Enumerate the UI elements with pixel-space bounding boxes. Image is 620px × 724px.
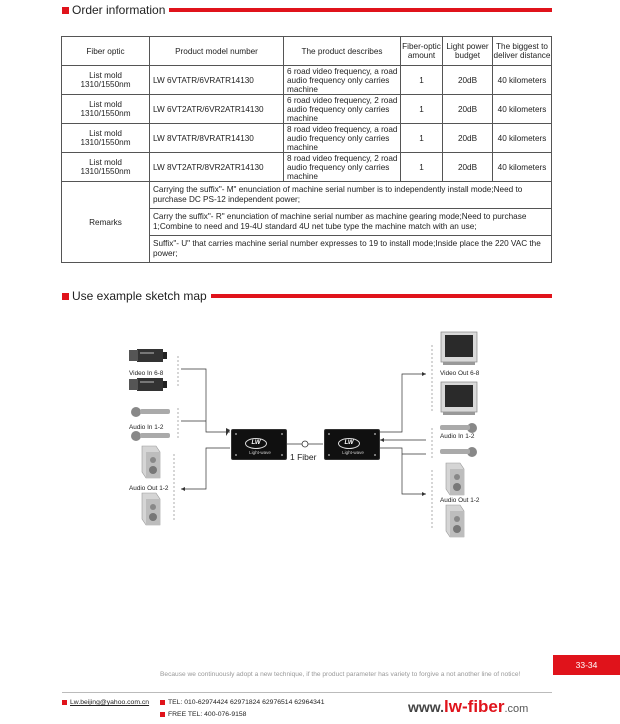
- speaker-icon: [142, 493, 160, 525]
- fiber-link: [287, 441, 323, 447]
- cell-budget: 20dB: [443, 124, 493, 153]
- audio-out-left-label: Audio Out 1-2: [129, 485, 169, 492]
- cell-fiber-2: 1310/1550nm: [80, 80, 131, 89]
- audio-out-right-label: Audio Out 1-2: [440, 497, 480, 504]
- cell-fiber-1: List mold: [89, 71, 122, 80]
- order-info-title: Order information: [72, 3, 166, 17]
- header-fiber-amount: [401, 37, 443, 66]
- cell-fiber: [62, 153, 150, 182]
- header-power-budget-1: Light power: [446, 42, 489, 51]
- camera-icon: [129, 378, 167, 391]
- brand-prefix: www.: [408, 699, 445, 715]
- audio-in-label: Audio In 1-2: [129, 424, 164, 431]
- heading-square-icon: [62, 293, 69, 300]
- remarks-row: [62, 182, 552, 209]
- cell-fiber: [62, 66, 150, 95]
- header-distance-2: deliver distance: [493, 51, 551, 60]
- header-fiber-optic: Fiber optic: [62, 37, 150, 66]
- footer-email: [62, 699, 149, 706]
- remark-item: Carry the suffix"- R" enunciation of machine serial number as machine gearing mode;Need to purchase 1;Combine to need and 19-4U standard 4U net tube type the machine match with an use;: [150, 209, 552, 236]
- arrow-icon: [380, 438, 384, 442]
- receiver-device: [324, 429, 380, 460]
- footer-tel: [160, 699, 324, 706]
- cell-fiber-2: 1310/1550nm: [80, 138, 131, 147]
- cell-desc: 8 road video frequency, a road audio frequency only carries machine: [284, 124, 401, 153]
- screw-icon: [328, 454, 330, 456]
- example-title: Use example sketch map: [72, 289, 207, 303]
- cell-amount: 1: [401, 66, 443, 95]
- heading-square-icon: [62, 7, 69, 14]
- cell-fiber-1: List mold: [89, 129, 122, 138]
- header-power-budget: [443, 37, 493, 66]
- table-row: [62, 95, 552, 124]
- cell-desc: 6 road video frequency, 2 road audio frequency only carries machine: [284, 95, 401, 124]
- cell-fiber-2: 1310/1550nm: [80, 109, 131, 118]
- monitor-icon: [441, 332, 477, 365]
- cell-distance: 40 kilometers: [493, 153, 552, 182]
- cell-budget: 20dB: [443, 95, 493, 124]
- screw-icon: [235, 433, 237, 435]
- header-power-budget-2: budget: [454, 51, 481, 60]
- cell-fiber-1: List mold: [89, 158, 122, 167]
- header-fiber-amount-1: Fiber-optic: [402, 42, 441, 51]
- video-in-label: Video In 6-8: [129, 370, 164, 377]
- footer-divider: [62, 692, 552, 693]
- screw-icon: [374, 433, 376, 435]
- example-heading: [62, 289, 552, 303]
- page-number: 33-34: [553, 655, 620, 675]
- remark-item: Suffix"- U" that carries machine serial number expresses to 19 to install mode;Inside place the 220 VAC the power;: [150, 236, 552, 263]
- brand-website[interactable]: [408, 697, 528, 717]
- cell-fiber: [62, 95, 150, 124]
- cell-amount: 1: [401, 95, 443, 124]
- cell-distance: 40 kilometers: [493, 66, 552, 95]
- cell-distance: 40 kilometers: [493, 124, 552, 153]
- heading-bar: [169, 8, 552, 12]
- speaker-icon: [142, 446, 160, 478]
- remark-item: Carrying the suffix"- M" enunciation of machine serial number is to independently install mode;Need to purchase DC PS-12 independent power;: [150, 182, 552, 209]
- cell-fiber-1: List mold: [89, 100, 122, 109]
- screw-icon: [281, 433, 283, 435]
- connection-lines-left: [181, 369, 230, 489]
- cell-model: LW 6VT2ATR/6VR2ATR14130: [150, 95, 284, 124]
- arrow-icon: [422, 492, 426, 496]
- heading-bar: [211, 294, 552, 298]
- disclaimer: Because we continuously adopt a new technique, if the product parameter has variety to forgive a not another line of notice!: [160, 671, 521, 678]
- brand-suffix: .com: [504, 703, 529, 715]
- device-logo: LW: [245, 438, 267, 449]
- cell-amount: 1: [401, 153, 443, 182]
- cell-model: LW 8VT2ATR/8VR2ATR14130: [150, 153, 284, 182]
- fiber-label: 1 Fiber: [290, 452, 317, 462]
- header-model: Product model number: [150, 37, 284, 66]
- microphone-icon: [440, 447, 477, 457]
- cell-distance: 40 kilometers: [493, 95, 552, 124]
- cell-amount: 1: [401, 124, 443, 153]
- header-distance-1: The biggest to: [496, 42, 548, 51]
- free-tel-text: FREE TEL: 400-076-9158: [168, 711, 247, 718]
- table-row: [62, 124, 552, 153]
- bullet-square-icon: [160, 712, 165, 717]
- audio-in-right-label: Audio In 1-2: [440, 433, 475, 440]
- footer-free-tel: [160, 711, 246, 718]
- bullet-square-icon: [160, 700, 165, 705]
- arrow-icon: [226, 428, 230, 436]
- cell-model: LW 8VTATR/8VRATR14130: [150, 124, 284, 153]
- transmitter-device: [231, 429, 287, 460]
- email-link[interactable]: Lw.beijing@yahoo.com.cn: [70, 699, 150, 706]
- cell-budget: 20dB: [443, 153, 493, 182]
- camera-icon: [129, 349, 167, 362]
- connection-lines-right: [380, 374, 426, 494]
- microphone-icon: [131, 431, 170, 441]
- cell-fiber: [62, 124, 150, 153]
- device-sub: Light-wave: [249, 450, 271, 455]
- video-out-label: Video Out 6-8: [440, 370, 480, 377]
- brand-name: lw-fiber: [444, 697, 505, 716]
- speaker-icon: [446, 463, 464, 495]
- remarks-label: Remarks: [62, 182, 150, 263]
- header-fiber-amount-2: amount: [407, 51, 436, 60]
- cell-desc: 8 road video frequency, 2 road audio frequency only carries machine: [284, 153, 401, 182]
- header-distance: [493, 37, 552, 66]
- speaker-icon: [446, 505, 464, 537]
- order-table: [61, 36, 552, 263]
- header-describes: The product describes: [284, 37, 401, 66]
- device-sub: Light-wave: [342, 450, 364, 455]
- cell-fiber-2: 1310/1550nm: [80, 167, 131, 176]
- device-logo: LW: [338, 438, 360, 449]
- order-info-heading: [62, 3, 552, 17]
- microphone-icon: [131, 407, 170, 417]
- tel-text: TEL: 010-62974424 62971824 62976514 62964341: [168, 699, 325, 706]
- dashed-separators-left: [174, 356, 178, 520]
- bullet-square-icon: [62, 700, 67, 705]
- cell-budget: 20dB: [443, 66, 493, 95]
- arrow-icon: [181, 487, 185, 491]
- table-row: [62, 153, 552, 182]
- microphone-icon: [440, 423, 477, 433]
- screw-icon: [328, 433, 330, 435]
- cell-desc: 6 road video frequency, a road audio frequency only carries machine: [284, 66, 401, 95]
- arrow-icon: [422, 372, 426, 376]
- screw-icon: [235, 454, 237, 456]
- table-row: [62, 66, 552, 95]
- monitor-icon: [441, 382, 477, 415]
- cell-model: LW 6VTATR/6VRATR14130: [150, 66, 284, 95]
